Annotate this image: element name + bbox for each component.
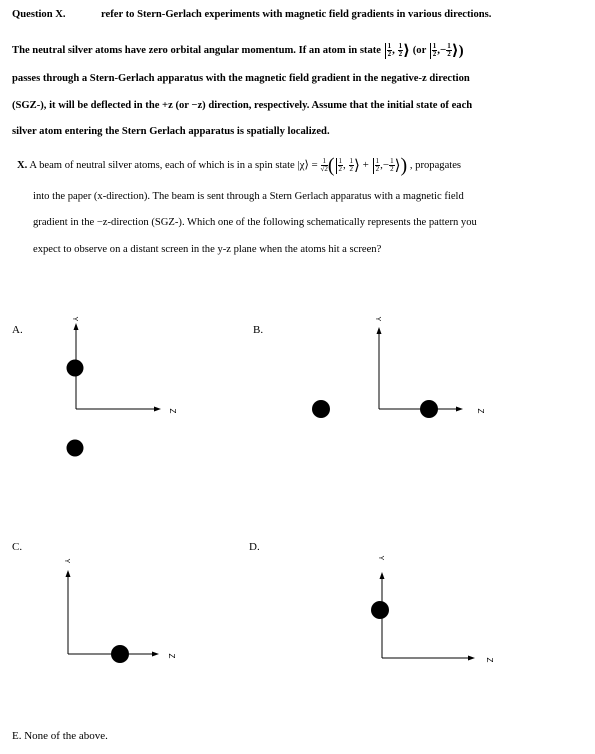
z-axis-label: Z bbox=[485, 657, 494, 663]
spot-upper bbox=[67, 360, 84, 377]
spot-lower bbox=[67, 440, 84, 457]
option-a-label[interactable]: A. bbox=[12, 324, 23, 336]
option-b-label[interactable]: B. bbox=[253, 324, 264, 336]
diagram-b[interactable] bbox=[305, 310, 505, 430]
y-axis-label: Y bbox=[374, 316, 381, 322]
ket-down: $\frac{1}{2}$ ,− $\frac{1}{2}$ ⟩) bbox=[429, 44, 464, 56]
z-axis-label: Z bbox=[167, 653, 176, 659]
y-arrowhead bbox=[66, 570, 71, 577]
question-line-1-text: A beam of neutral silver atoms, each of which is in a spin state bbox=[29, 160, 295, 172]
paragraph-line-1-text: The neutral silver atoms have zero orbital angular momentum. If an atom in state bbox=[12, 45, 381, 57]
y-axis-label: Y bbox=[377, 555, 384, 561]
spot-right bbox=[111, 645, 129, 663]
z-arrowhead bbox=[456, 407, 463, 412]
z-arrowhead bbox=[468, 656, 475, 661]
diagram-a[interactable] bbox=[55, 310, 195, 460]
z-arrowhead bbox=[154, 407, 161, 412]
question-number: X. bbox=[17, 160, 28, 172]
y-axis-label: Y bbox=[63, 558, 70, 564]
or-text: (or bbox=[412, 45, 427, 57]
option-e-label[interactable]: E. None of the above. bbox=[12, 730, 108, 742]
y-arrowhead bbox=[377, 327, 382, 334]
y-arrowhead bbox=[74, 323, 79, 330]
paragraph-line-3: (SGZ-), it will be deflected in the +z (or −z) direction, respectively. Assume that the initial state of each bbox=[12, 100, 473, 111]
question-line-4: expect to observe on a distant screen in the y-z plane when the atoms hit a screen? bbox=[33, 244, 382, 255]
spot-left bbox=[312, 400, 330, 418]
y-arrowhead bbox=[380, 572, 385, 579]
ket-up: $\frac{1}{2}$ , $\frac{1}{2}$ ⟩ bbox=[384, 44, 413, 56]
question-intro: refer to Stern-Gerlach experiments with magnetic field gradients in various directions. bbox=[101, 9, 492, 20]
z-axis-label: Z bbox=[476, 408, 485, 414]
option-d-label[interactable]: D. bbox=[249, 541, 260, 553]
y-axis-label: Y bbox=[71, 316, 78, 322]
paragraph-line-1 bbox=[12, 41, 464, 60]
paragraph-line-4: silver atom entering the Stern Gerlach apparatus is spatially localized. bbox=[12, 126, 330, 137]
diagram-d[interactable] bbox=[350, 548, 520, 673]
spin-state-equation: |χ⟩ = $\frac{1}{√2}$ ( $\frac{1}{2}$ , $\frac{1}{2}$ ⟩ + $\frac{1}{2}$ ,− $\frac{1}{2}$ ⟩) bbox=[297, 154, 408, 177]
option-c-label[interactable]: C. bbox=[12, 541, 23, 553]
question-line-1 bbox=[17, 156, 461, 175]
question-label: Question X. bbox=[12, 9, 66, 20]
paragraph-line-2: passes through a Stern-Gerlach apparatus with the magnetic field gradient in the negative-z direction bbox=[12, 73, 470, 84]
z-arrowhead bbox=[152, 652, 159, 657]
question-line-2: into the paper (x-direction). The beam is sent through a Stern Gerlach apparatus with a magnetic field bbox=[33, 191, 464, 202]
question-line-1-end: , propagates bbox=[409, 160, 462, 172]
question-line-3: gradient in the −z-direction (SGZ-). Which one of the following schematically represents the pattern you bbox=[33, 217, 477, 228]
diagram-c[interactable] bbox=[45, 550, 205, 670]
z-axis-label: Z bbox=[168, 408, 177, 414]
spot-upper bbox=[371, 601, 389, 619]
spot-right bbox=[420, 400, 438, 418]
